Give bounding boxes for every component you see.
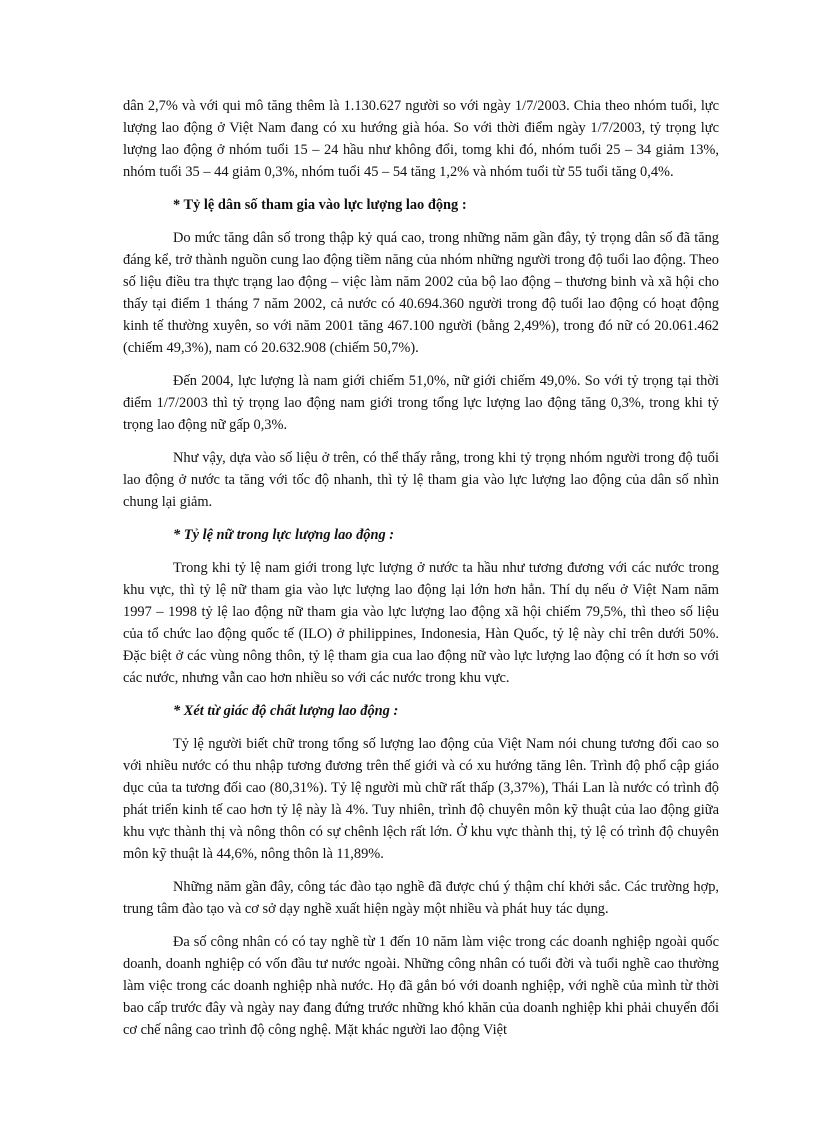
document-page [123,95,719,1041]
paragraph-2: Do mức tăng dân số trong thập kỷ quá cao, trong những năm gần đây, tỷ trọng dân số đã tăng đáng kể, trở thành nguồn cung lao động tiềm năng của nhóm những người trong độ tuổi lao động. Theo số liệu điều tra thực trạng lao động – việc làm năm 2002 của bộ lao động – thương binh và xã hội cho thấy tại điểm 1 tháng 7 năm 2002, cả nước có 40.694.360 người trong độ tuổi lao động có hoạt động kinh tế thường xuyên, so với năm 2001 tăng 467.100 người (bằng 2,49%), trong đó nữ có 20.061.462 (chiếm 49,3%), nam có 20.632.908 (chiếm 50,7%). [123,230,719,356]
section-heading-female-ratio: * Tỷ lệ nữ trong lực lượng lao động : [173,527,395,543]
paragraph-1: dân 2,7% và với qui mô tăng thêm là 1.130.627 người so với ngày 1/7/2003. Chia theo nhóm tuổi, lực lượng lao động ở Việt Nam đang có xu hướng già hóa. So với thời điểm ngày 1/7/2003, tỷ trọng lực lượng lao động ở nhóm tuổi 15 – 24 hầu như không đổi, tomg khi đó, nhóm tuổi 25 – 34 giảm 13%, nhóm tuổi 35 – 44 giảm 0,3%, nhóm tuổi 45 – 54 tăng 1,2% và nhóm tuổi từ 55 tuổi tăng 0,4%. [123,98,719,180]
paragraph-7: Những năm gần đây, công tác đào tạo nghề đã được chú ý thậm chí khởi sắc. Các trường hợp, trung tâm đào tạo và cơ sở dạy nghề xuất hiện ngày một nhiều và phát huy tác dụng. [123,879,719,917]
paragraph-8: Đa số công nhân có có tay nghề từ 1 đến 10 năm làm việc trong các doanh nghiệp ngoài quốc doanh, doanh nghiệp có vốn đầu tư nước ngoài. Những công nhân có tuổi đời và tuổi nghề cao thường làm việc trong các doanh nghiệp nhà nước. Họ đã gắn bó với doanh nghiệp, với nghề của mình từ thời bao cấp trước đây và ngày nay đang đứng trước những khó khăn của doanh nghiệp khi phải chuyển đổi cơ chế nâng cao trình độ công nghệ. Mặt khác người lao động Việt [123,934,719,1038]
paragraph-4: Như vậy, dựa vào số liệu ở trên, có thể thấy rằng, trong khi tỷ trọng nhóm người trong độ tuổi lao động ở nước ta tăng với tốc độ nhanh, thì tỷ lệ tham gia vào lực lượng lao động của dân số nhìn chung lại giảm. [123,450,719,510]
section-heading-labor-quality: * Xét từ giác độ chất lượng lao động : [173,703,399,719]
paragraph-3: Đến 2004, lực lượng là nam giới chiếm 51,0%, nữ giới chiếm 49,0%. So với tỷ trọng tại thời điểm 1/7/2003 thì tỷ trọng lao động nam giới trong tổng lực lượng lao động tăng 0,3%, trong khi tỷ trọng lao động nữ gấp 0,3%. [123,373,719,433]
paragraph-6: Tỷ lệ người biết chữ trong tổng số lượng lao động của Việt Nam nói chung tương đối cao so với nhiều nước có thu nhập tương đương trên thế giới và có xu hướng tăng lên. Trình độ phổ cập giáo dục của ta tương đối cao (80,31%). Tỷ lệ người mù chữ rất thấp (3,37%), Thái Lan là nước có trình độ phát triển kinh tế cao hơn tỷ lệ này là 4%. Tuy nhiên, trình độ chuyên môn kỹ thuật của lao động giữa khu vực thành thị và nông thôn có sự chênh lệch rất lớn. Ở khu vực thành thị, tỷ lệ có trình độ chuyên môn kỹ thuật là 44,6%, nông thôn là 11,89%. [123,736,719,862]
section-heading-labor-participation: * Tỷ lệ dân số tham gia vào lực lượng lao động : [173,197,467,213]
paragraph-5: Trong khi tỷ lệ nam giới trong lực lượng ở nước ta hầu như tương đương với các nước trong khu vực, thì tỷ lệ nữ tham gia vào lực lượng lao động lại lớn hơn hẳn. Thí dụ nếu ở Việt Nam năm 1997 – 1998 tỷ lệ lao động nữ tham gia vào lực lượng lao động xã hội chiếm 79,5%, thì theo số liệu của tổ chức lao động quốc tế (ILO) ở philippines, Indonesia, Hàn Quốc, tỷ lệ này chỉ trên dưới 50%. Đặc biệt ở các vùng nông thôn, tỷ lệ tham gia cua lao động nữ vào lực lượng lao động có ít hơn so với các nước, nhưng vẫn cao hơn nhiều so với các nước trong khu vực. [123,560,719,686]
